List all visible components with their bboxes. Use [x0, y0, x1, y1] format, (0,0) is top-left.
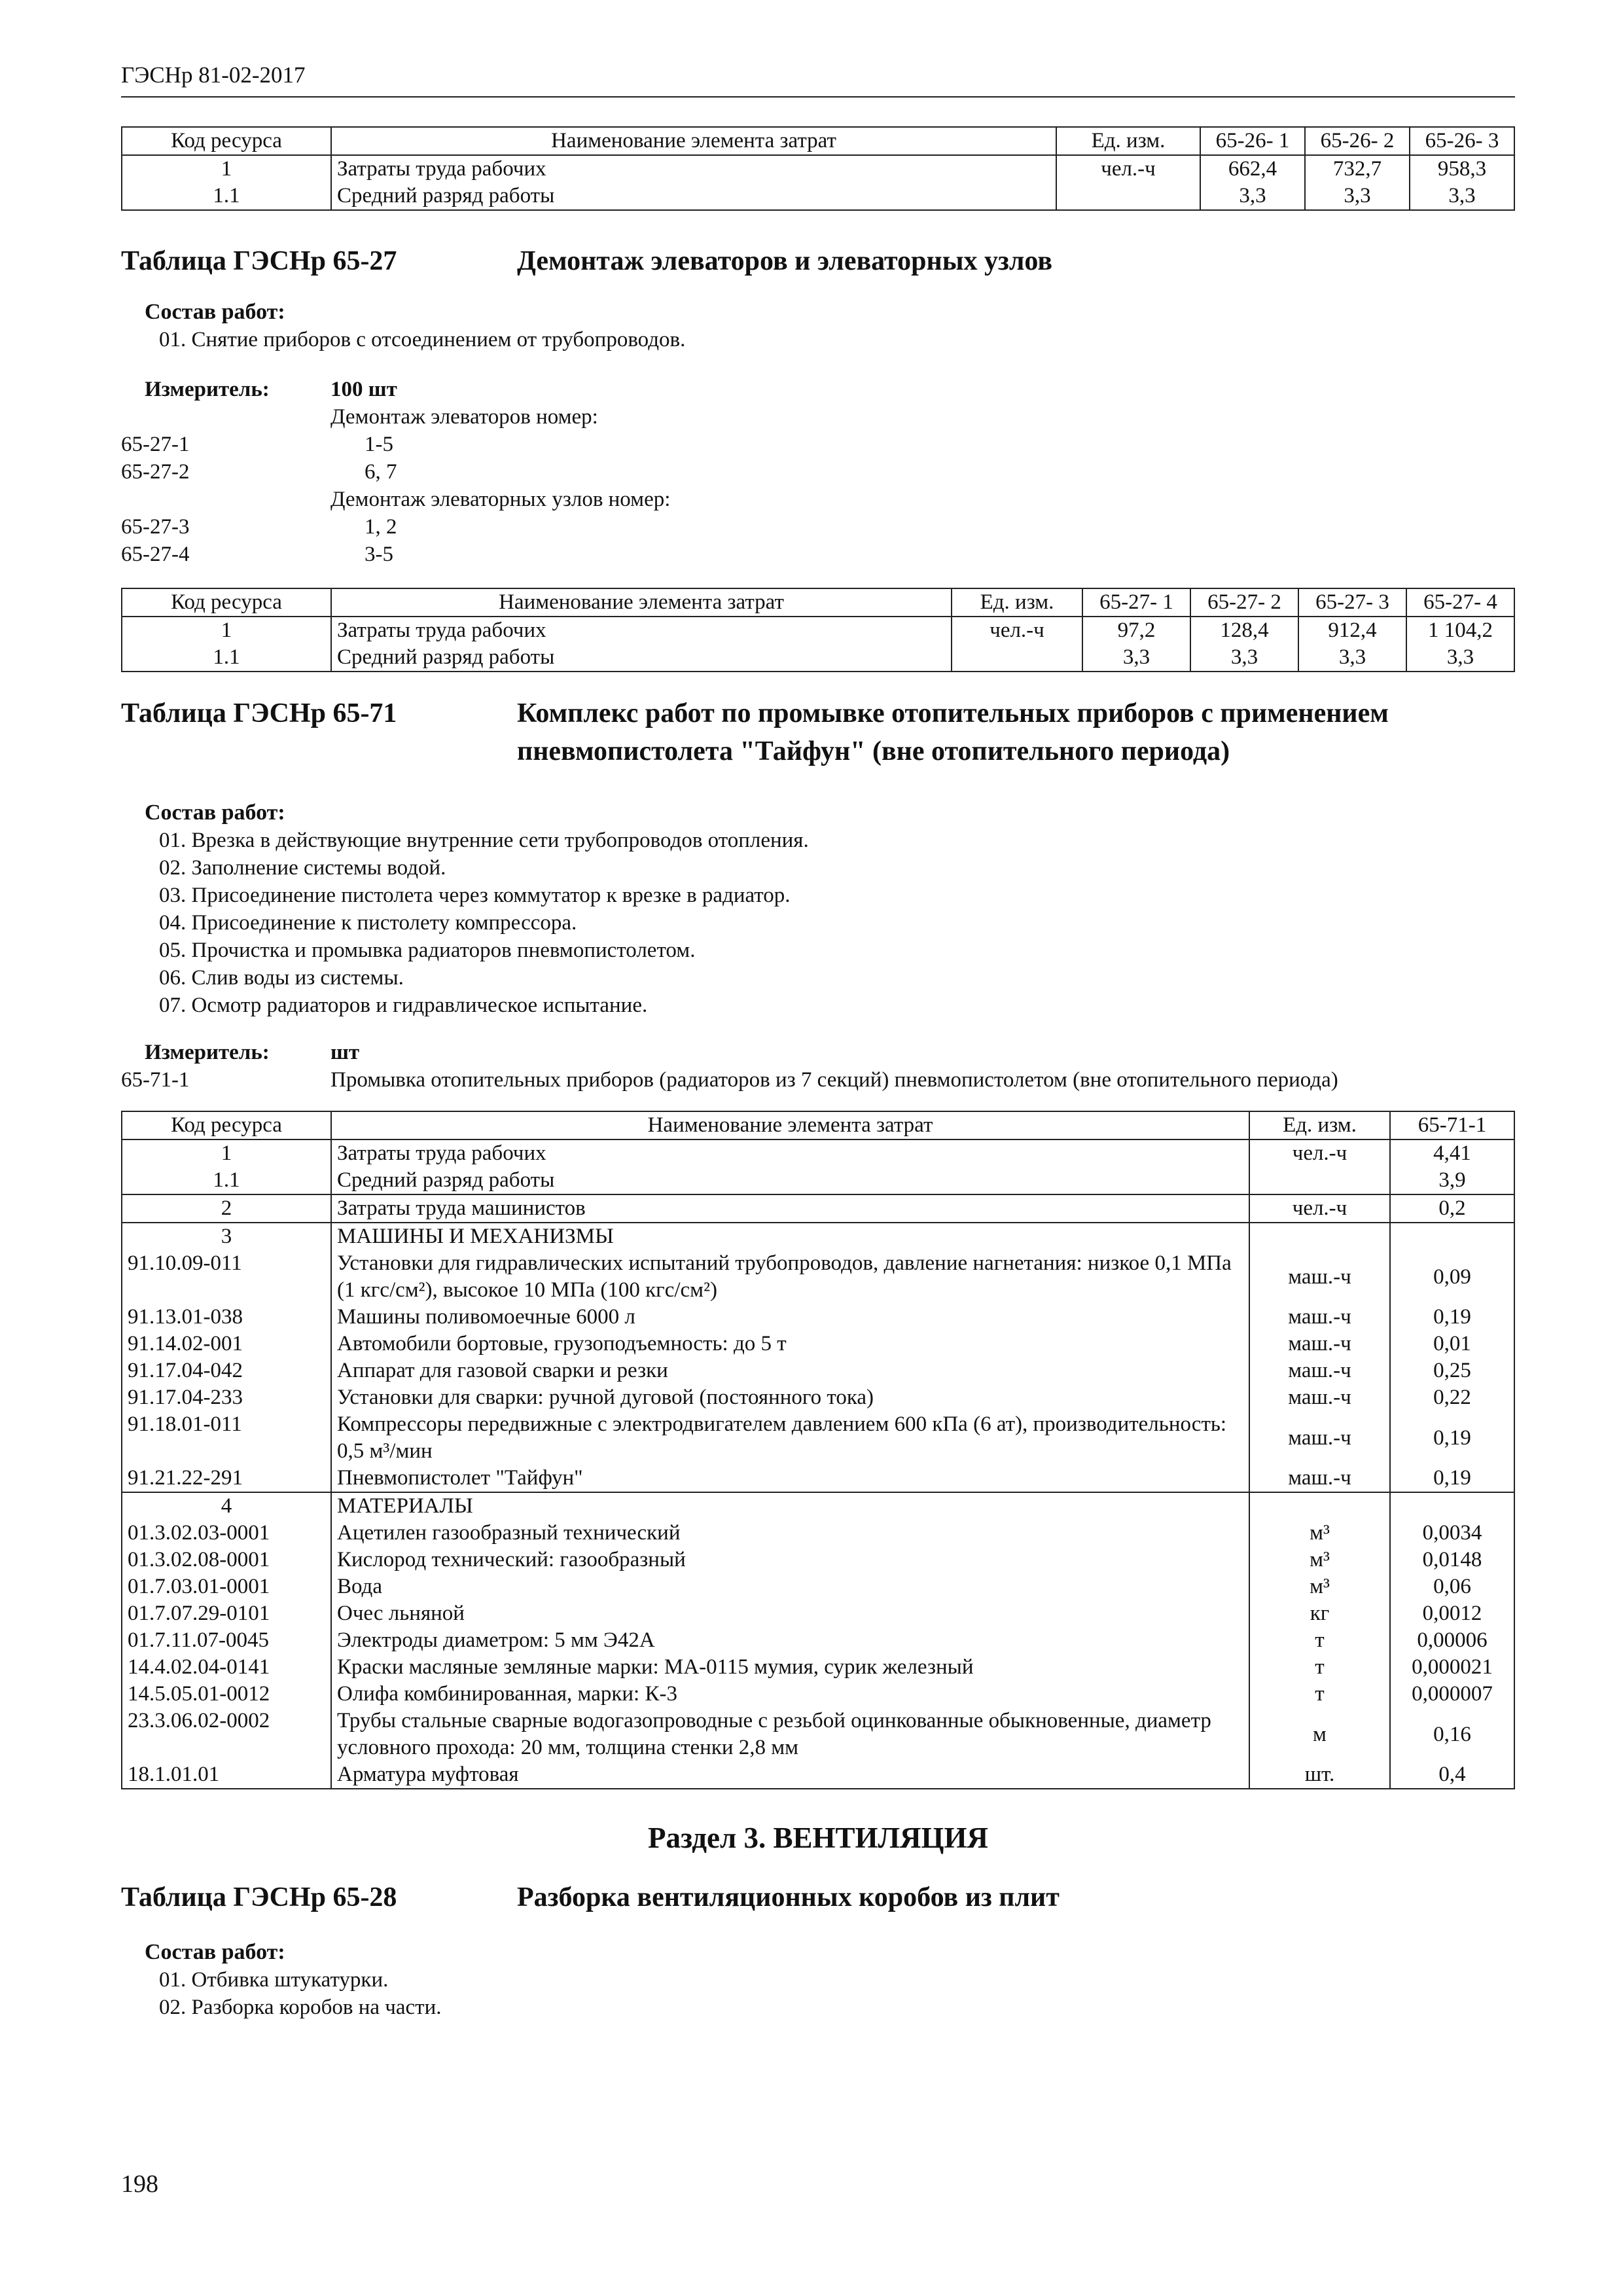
col-header: 65-27- 1	[1082, 588, 1190, 617]
works-heading: Состав работ:	[145, 300, 285, 324]
measure-unit: 100 шт	[330, 378, 397, 401]
unit: кг	[1249, 1600, 1390, 1627]
work-item: 01. Врезка в действующие внутренние сети трубопроводов отопления.	[159, 829, 809, 852]
col-header: Код ресурса	[122, 1111, 331, 1139]
col-header: Наименование элемента затрат	[331, 588, 952, 617]
resource-code: 91.10.09-011	[122, 1250, 331, 1304]
unit: маш.-ч	[1249, 1331, 1390, 1357]
resource-code: 1.1	[122, 644, 331, 672]
table-row	[122, 1654, 1514, 1681]
resource-code: 91.17.04-233	[122, 1384, 331, 1411]
table-number: Таблица ГЭСНр 65-27	[121, 246, 397, 276]
table-row	[122, 1627, 1514, 1654]
work-item: 05. Прочистка и промывка радиаторов пневмопистолетом.	[159, 939, 696, 962]
group-title: Демонтаж элеваторов номер:	[330, 405, 598, 429]
group-title: Демонтаж элеваторных узлов номер:	[330, 488, 671, 511]
item-text: 1-5	[365, 433, 393, 456]
value: 0,01	[1390, 1331, 1514, 1357]
value: 3,3	[1406, 644, 1514, 672]
resource-code: 18.1.01.01	[122, 1761, 331, 1789]
value: 0,25	[1390, 1357, 1514, 1384]
table-header-row	[122, 588, 1514, 617]
cost-name: Автомобили бортовые, грузоподъемность: до 5 т	[331, 1331, 1249, 1357]
table-row	[122, 1331, 1514, 1357]
section-row	[122, 1223, 1514, 1250]
cost-name: Средний разряд работы	[331, 183, 1056, 210]
item-code: 65-27-2	[121, 460, 190, 484]
resource-code: 4	[122, 1492, 331, 1520]
table-name: Разборка вентиляционных коробов из плит	[517, 1882, 1060, 1912]
table-name-line: Комплекс работ по промывке отопительных приборов с применением	[517, 698, 1389, 728]
value: 0,19	[1390, 1465, 1514, 1492]
running-header	[121, 62, 1515, 98]
section-row	[122, 1492, 1514, 1520]
value: 0,4	[1390, 1761, 1514, 1789]
value: 0,0034	[1390, 1520, 1514, 1547]
resource-code: 91.18.01-011	[122, 1411, 331, 1465]
cost-name: Электроды диаметром: 5 мм Э42А	[331, 1627, 1249, 1654]
unit: маш.-ч	[1249, 1384, 1390, 1411]
resource-code: 23.3.06.02-0002	[122, 1708, 331, 1761]
resource-code: 1.1	[122, 1167, 331, 1194]
cost-name: Машины поливомоечные 6000 л	[331, 1304, 1249, 1331]
work-item: 02. Разборка коробов на части.	[159, 1996, 442, 2019]
item-code: 65-71-1	[121, 1068, 190, 1092]
value: 958,3	[1410, 155, 1514, 183]
table-row	[122, 644, 1514, 672]
cost-name: Пневмопистолет "Тайфун"	[331, 1465, 1249, 1492]
table-row	[122, 1250, 1514, 1304]
value: 3,3	[1190, 644, 1298, 672]
value: 732,7	[1305, 155, 1410, 183]
table-row	[122, 1304, 1514, 1331]
works-heading: Состав работ:	[145, 800, 285, 825]
value: 0,000007	[1390, 1681, 1514, 1708]
document-page	[121, 62, 1515, 2021]
value: 3,3	[1298, 644, 1406, 672]
table-row	[122, 1357, 1514, 1384]
table-row	[122, 1139, 1514, 1167]
value: 97,2	[1082, 617, 1190, 644]
resource-code: 01.7.11.07-0045	[122, 1627, 331, 1654]
unit	[1249, 1223, 1390, 1250]
resource-code: 91.13.01-038	[122, 1304, 331, 1331]
table-row	[122, 1411, 1514, 1465]
table-row	[122, 1167, 1514, 1194]
table-number: Таблица ГЭСНр 65-71	[121, 698, 397, 728]
resource-code: 14.4.02.04-0141	[122, 1654, 331, 1681]
measure-unit: шт	[330, 1041, 360, 1064]
item-row	[121, 1066, 1515, 1094]
table-row	[122, 1465, 1514, 1492]
col-header: Наименование элемента затрат	[331, 1111, 1249, 1139]
item-row	[121, 541, 1515, 568]
col-header: Ед. изм.	[1056, 127, 1200, 155]
unit: маш.-ч	[1249, 1304, 1390, 1331]
table-number: Таблица ГЭСНр 65-28	[121, 1882, 397, 1912]
table-row	[122, 1384, 1514, 1411]
col-header: Ед. изм.	[1249, 1111, 1390, 1139]
cost-name: Установки для сварки: ручной дуговой (постоянного тока)	[331, 1384, 1249, 1411]
value: 3,9	[1390, 1167, 1514, 1194]
unit: т	[1249, 1681, 1390, 1708]
resource-code: 1.1	[122, 183, 331, 210]
unit: маш.-ч	[1249, 1465, 1390, 1492]
work-item: 02. Заполнение системы водой.	[159, 856, 446, 880]
item-row	[121, 431, 1515, 458]
resource-code: 01.3.02.08-0001	[122, 1547, 331, 1573]
table-row	[122, 1708, 1514, 1761]
value: 1 104,2	[1406, 617, 1514, 644]
col-header: 65-71-1	[1390, 1111, 1514, 1139]
resource-code: 1	[122, 1139, 331, 1167]
item-text: 1, 2	[365, 515, 397, 539]
works-list	[121, 1966, 1515, 2021]
unit	[1056, 183, 1200, 210]
unit: шт.	[1249, 1761, 1390, 1789]
unit	[952, 644, 1082, 672]
resource-code: 1	[122, 155, 331, 183]
work-item: 01. Отбивка штукатурки.	[159, 1968, 389, 1992]
value: 0,19	[1390, 1411, 1514, 1465]
cost-name: Установки для гидравлических испытаний трубопроводов, давление нагнетания: низкое 0,1 МПа (1 кгс/см²), высокое 10 МПа (100 кгс/см²)	[331, 1250, 1249, 1304]
value: 3,3	[1200, 183, 1305, 210]
cost-name: Трубы стальные сварные водогазопроводные с резьбой оцинкованные обыкновенные, диаметр условного прохода: 20 мм, толщина стенки 2,8 мм	[331, 1708, 1249, 1761]
cost-table-65-27	[121, 588, 1515, 672]
col-header: 65-27- 3	[1298, 588, 1406, 617]
value	[1390, 1223, 1514, 1250]
item-row	[121, 513, 1515, 541]
group-title-row	[121, 486, 1515, 513]
value	[1390, 1492, 1514, 1520]
value: 0,09	[1390, 1250, 1514, 1304]
measure-label: Измеритель:	[145, 378, 270, 401]
value: 0,0012	[1390, 1600, 1514, 1627]
table-row	[122, 1600, 1514, 1627]
col-header: Ед. изм.	[952, 588, 1082, 617]
cost-name: МАТЕРИАЛЫ	[331, 1492, 1249, 1520]
cost-name: Кислород технический: газообразный	[331, 1547, 1249, 1573]
unit: т	[1249, 1654, 1390, 1681]
item-code: 65-27-4	[121, 543, 190, 566]
cost-name: МАШИНЫ И МЕХАНИЗМЫ	[331, 1223, 1249, 1250]
value: 3,3	[1305, 183, 1410, 210]
unit: чел.-ч	[952, 617, 1082, 644]
works-list	[121, 827, 1515, 1019]
cost-table-65-71	[121, 1111, 1515, 1789]
col-header: Код ресурса	[122, 588, 331, 617]
unit	[1249, 1492, 1390, 1520]
value: 0,22	[1390, 1384, 1514, 1411]
unit: чел.-ч	[1056, 155, 1200, 183]
cost-name: Затраты труда рабочих	[331, 1139, 1249, 1167]
table-row	[122, 1681, 1514, 1708]
table-name	[517, 694, 1515, 770]
resource-code: 1	[122, 617, 331, 644]
cost-name: Олифа комбинированная, марки: К-3	[331, 1681, 1249, 1708]
col-header: 65-26- 3	[1410, 127, 1514, 155]
doc-code: ГЭСНр 81-02-2017	[121, 62, 306, 88]
item-row	[121, 458, 1515, 486]
resource-code: 91.14.02-001	[122, 1331, 331, 1357]
value: 912,4	[1298, 617, 1406, 644]
resource-code: 3	[122, 1223, 331, 1250]
table-header-row	[122, 127, 1514, 155]
unit: м	[1249, 1708, 1390, 1761]
unit: чел.-ч	[1249, 1194, 1390, 1223]
work-item: 04. Присоединение к пистолету компрессора.	[159, 911, 577, 935]
resource-code: 14.5.05.01-0012	[122, 1681, 331, 1708]
measure-row	[121, 376, 1515, 403]
unit: маш.-ч	[1249, 1250, 1390, 1304]
resource-code: 01.7.07.29-0101	[122, 1600, 331, 1627]
resource-code: 91.17.04-042	[122, 1357, 331, 1384]
resource-code: 91.21.22-291	[122, 1465, 331, 1492]
table-row	[122, 617, 1514, 644]
table-title-65-27	[121, 242, 1515, 280]
cost-name: Арматура муфтовая	[331, 1761, 1249, 1789]
works-heading: Состав работ:	[145, 1940, 285, 1964]
table-name: Демонтаж элеваторов и элеваторных узлов	[517, 246, 1053, 276]
table-name-line: пневмопистолета "Тайфун" (вне отопительного периода)	[517, 736, 1230, 766]
unit: чел.-ч	[1249, 1139, 1390, 1167]
cost-name: Компрессоры передвижные с электродвигателем давлением 600 кПа (6 ат), производительность: 0,5 м³/мин	[331, 1411, 1249, 1465]
work-item: 01. Снятие приборов с отсоединением от трубопроводов.	[159, 328, 686, 351]
table-row	[122, 183, 1514, 210]
cost-name: Затраты труда рабочих	[331, 617, 952, 644]
value: 3,3	[1082, 644, 1190, 672]
unit: м³	[1249, 1520, 1390, 1547]
work-item: 07. Осмотр радиаторов и гидравлическое испытание.	[159, 994, 648, 1017]
measure-row	[121, 1039, 1515, 1066]
table-title-65-71	[121, 694, 1515, 770]
value: 0,000021	[1390, 1654, 1514, 1681]
value: 0,16	[1390, 1708, 1514, 1761]
value: 0,06	[1390, 1573, 1514, 1600]
table-row	[122, 155, 1514, 183]
cost-name: Вода	[331, 1573, 1249, 1600]
work-item: 03. Присоединение пистолета через коммутатор к врезке в радиатор.	[159, 884, 791, 907]
value: 0,00006	[1390, 1627, 1514, 1654]
col-header: Наименование элемента затрат	[331, 127, 1056, 155]
table-row	[122, 1573, 1514, 1600]
item-text: 6, 7	[365, 460, 397, 484]
value: 3,3	[1410, 183, 1514, 210]
value: 0,19	[1390, 1304, 1514, 1331]
unit	[1249, 1167, 1390, 1194]
resource-code: 01.7.03.01-0001	[122, 1573, 331, 1600]
cost-name: Краски масляные земляные марки: МА-0115 мумия, сурик железный	[331, 1654, 1249, 1681]
cost-table-65-26	[121, 126, 1515, 211]
table-row	[122, 1194, 1514, 1223]
table-row	[122, 1761, 1514, 1789]
item-code: 65-27-1	[121, 433, 190, 456]
table-header-row	[122, 1111, 1514, 1139]
col-header: Код ресурса	[122, 127, 331, 155]
col-header: 65-27- 2	[1190, 588, 1298, 617]
value: 128,4	[1190, 617, 1298, 644]
value: 662,4	[1200, 155, 1305, 183]
group-title-row	[121, 403, 1515, 431]
unit: м³	[1249, 1573, 1390, 1600]
unit: т	[1249, 1627, 1390, 1654]
resource-code: 2	[122, 1194, 331, 1223]
cost-name: Ацетилен газообразный технический	[331, 1520, 1249, 1547]
value: 0,0148	[1390, 1547, 1514, 1573]
unit: м³	[1249, 1547, 1390, 1573]
table-row	[122, 1520, 1514, 1547]
measure-label: Измеритель:	[145, 1041, 270, 1064]
item-code: 65-27-3	[121, 515, 190, 539]
unit: маш.-ч	[1249, 1411, 1390, 1465]
section-title: Раздел 3. ВЕНТИЛЯЦИЯ	[647, 1821, 989, 1854]
cost-name: Средний разряд работы	[331, 644, 952, 672]
col-header: 65-26- 1	[1200, 127, 1305, 155]
table-row	[122, 1547, 1514, 1573]
work-item: 06. Слив воды из системы.	[159, 966, 404, 990]
table-title-65-28	[121, 1878, 1515, 1916]
resource-code: 01.3.02.03-0001	[122, 1520, 331, 1547]
value: 4,41	[1390, 1139, 1514, 1167]
unit: маш.-ч	[1249, 1357, 1390, 1384]
item-text: Промывка отопительных приборов (радиаторов из 7 секций) пневмопистолетом (вне отопительного периода)	[330, 1068, 1338, 1092]
item-text: 3-5	[365, 543, 393, 566]
cost-name: Аппарат для газовой сварки и резки	[331, 1357, 1249, 1384]
page-number: 198	[121, 2170, 158, 2198]
cost-name: Средний разряд работы	[331, 1167, 1249, 1194]
col-header: 65-27- 4	[1406, 588, 1514, 617]
cost-name: Затраты труда машинистов	[331, 1194, 1249, 1223]
col-header: 65-26- 2	[1305, 127, 1410, 155]
cost-name: Затраты труда рабочих	[331, 155, 1056, 183]
cost-name: Очес льняной	[331, 1600, 1249, 1627]
value: 0,2	[1390, 1194, 1514, 1223]
